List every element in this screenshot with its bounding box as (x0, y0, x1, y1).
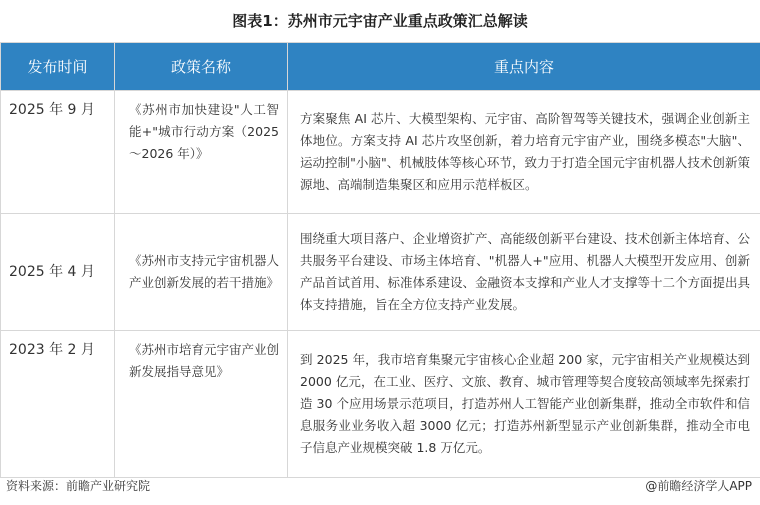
table-row (1, 214, 760, 331)
header-date: 发布时间 (1, 43, 115, 91)
policy-table (0, 42, 760, 478)
source-note: 资料来源：前瞻产业研究院 (6, 479, 151, 493)
brand-credit: @前瞻经济学人APP (645, 479, 752, 493)
table-header-row (1, 43, 760, 91)
page-title: 图表1：苏州市元宇宙产业重点政策汇总解读 (232, 12, 528, 30)
table-row (1, 331, 760, 478)
table-row (1, 91, 760, 214)
row-policy-name: 《苏州市培育元宇宙产业创新发展指导意见》 (115, 331, 288, 478)
row-date: 2025 年 4 月 (1, 214, 115, 331)
header-key-content: 重点内容 (288, 43, 760, 91)
row-date: 2025 年 9 月 (1, 91, 115, 214)
row-policy-name: 《苏州市支持元宇宙机器人产业创新发展的若干措施》 (115, 214, 288, 331)
row-date: 2023 年 2 月 (1, 331, 115, 478)
header-policy-name: 政策名称 (115, 43, 288, 91)
row-policy-name: 《苏州市加快建设"人工智能+"城市行动方案（2025～2026 年）》 (115, 91, 288, 214)
row-key-content: 到 2025 年，我市培育集聚元宇宙核心企业超 200 家，元宇宙相关产业规模达到 2000 亿元，在工业、医疗、文旅、教育、城市管理等契合度较高领域率先探索打造 30 个应用场景示范项目，打造苏州人工智能产业创新集群，推动全市软件和信息服务业业务收入超 3000 亿元；打造苏州新型显示产业创新集群，推动全市电子信息产业规模突破 1.8 万亿元。 (288, 331, 760, 478)
row-key-content: 方案聚焦 AI 芯片、大模型架构、元宇宙、高阶智驾等关键技术，强调企业创新主体地位。方案支持 AI 芯片攻坚创新，着力培育元宇宙产业，围绕多模态"大脑"、运动控制"小脑"、机械肢体等核心环节，致力于打造全国元宇宙机器人技术创新策源地、高端制造集聚区和应用示范样板区。 (288, 91, 760, 214)
row-key-content: 围绕重大项目落户、企业增资扩产、高能级创新平台建设、技术创新主体培育、公共服务平台建设、市场主体培育、"机器人+"应用、机器人大模型开发应用、创新产品首试首用、标准体系建设、金融资本支撑和产业人才支撑等十二个方面提出具体支持措施，旨在全方位支持产业发展。 (288, 214, 760, 331)
